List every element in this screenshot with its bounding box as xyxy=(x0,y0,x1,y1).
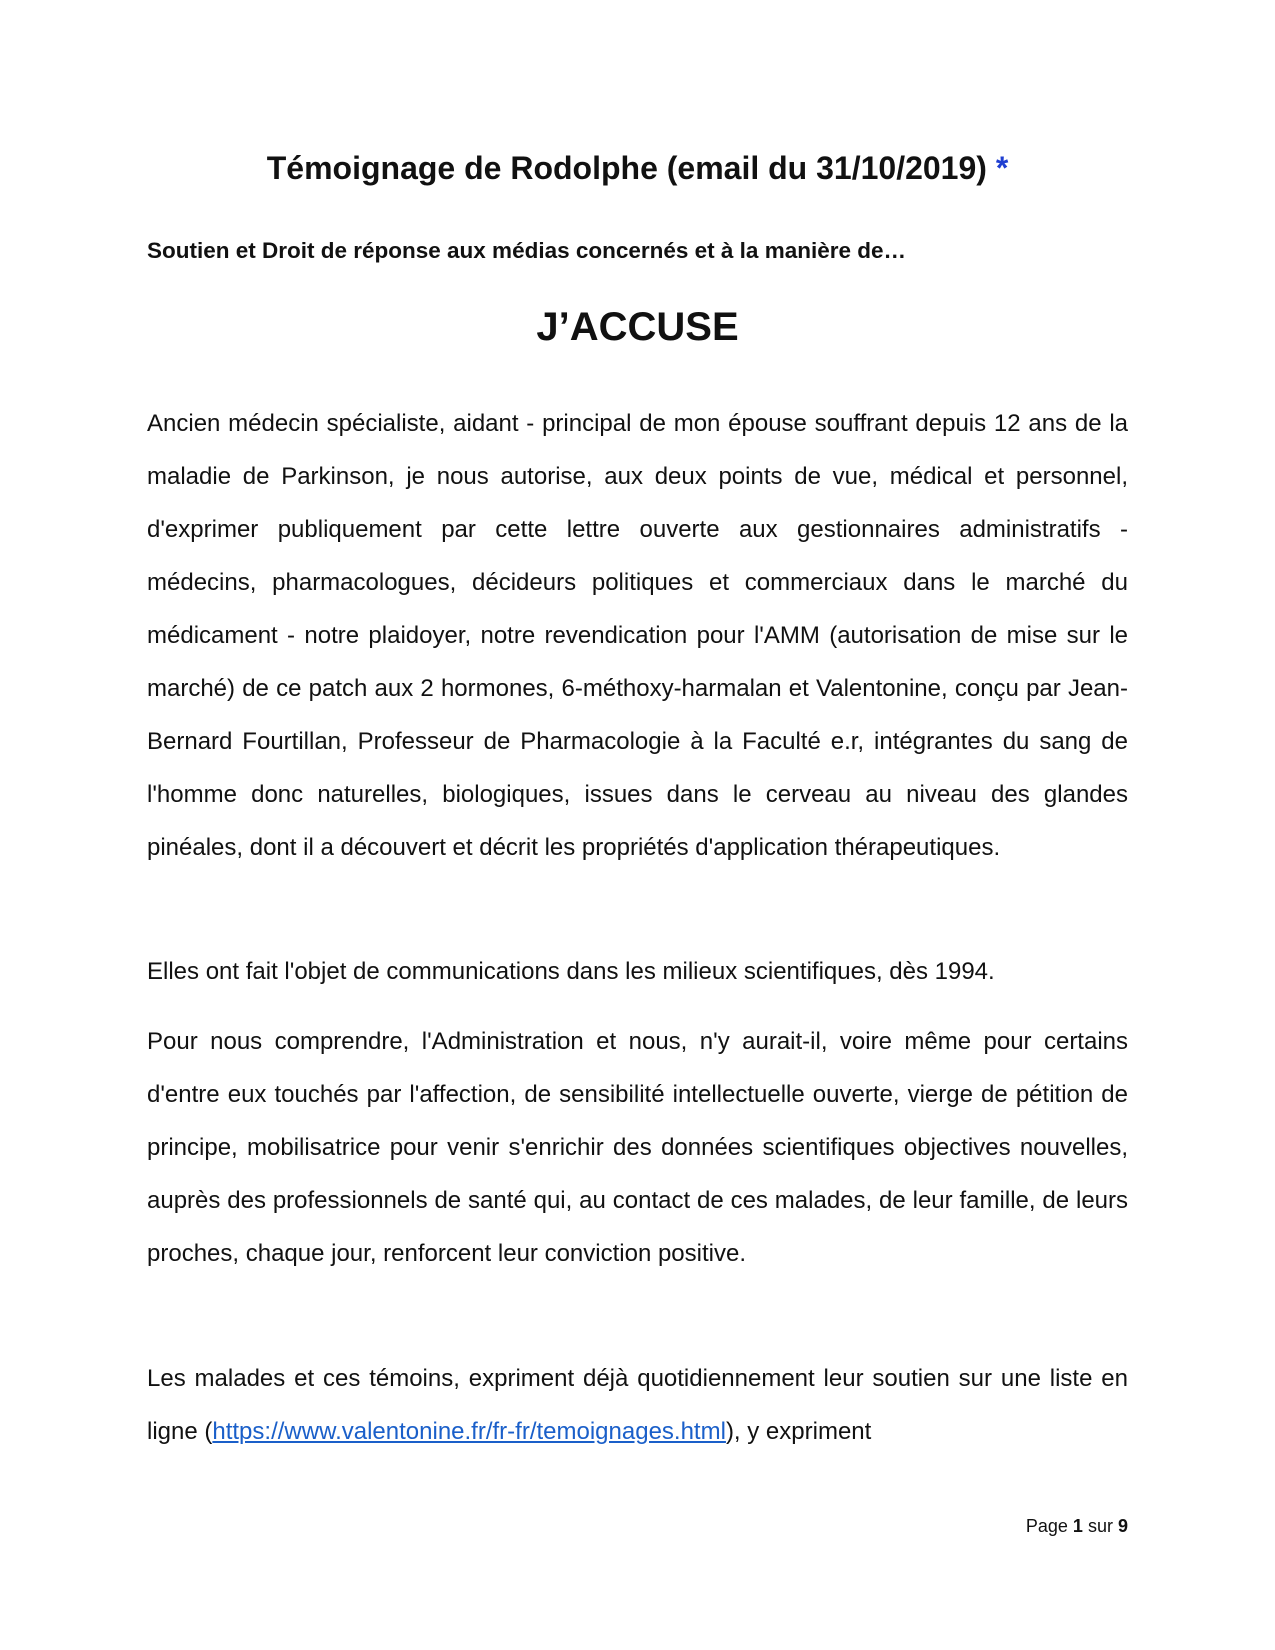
title-text: Témoignage de Rodolphe (email du 31/10/2019) xyxy=(266,150,987,186)
paragraph-testimonials xyxy=(147,1352,1128,1458)
paragraph-administration: Pour nous comprendre, l'Administration et nous, n'y aurait-il, voire même pour certains d'entre eux touchés par l'affection, de sensibilité intellectuelle ouverte, vierge de pétition de principe, mobilisatrice pour venir s'enrichir des données scientifiques objectives nouvelles, auprès des professionnels de santé qui, au contact de ces malades, de leur famille, de leurs proches, chaque jour, renforcent leur conviction positive. xyxy=(147,1028,1128,1267)
page-footer xyxy=(1026,1514,1128,1538)
footer-total-pages: 9 xyxy=(1117,1516,1128,1536)
testimonials-text-after: ), y expriment xyxy=(725,1418,872,1445)
document-title xyxy=(0,148,1275,188)
document-heading: J’ACCUSE xyxy=(536,305,739,349)
paragraph-intro: Ancien médecin spécialiste, aidant - principal de mon épouse souffrant depuis 12 ans de la maladie de Parkinson, je nous autorise, aux deux points de vue, médical et personnel, d'exprimer publiquement par cette lettre ouverte aux gestionnaires administratifs - médecins, pharmacologues, décideurs politiques et commerciaux dans le marché du médicament - notre plaidoyer, notre revendication pour l'AMM (autorisation de mise sur le marché) de ce patch aux 2 hormones, 6-méthoxy-harmalan et Valentonine, conçu par Jean-Bernard Fourtillan, Professeur de Pharmacologie à la Faculté e.r, intégrantes du sang de l'homme donc naturelles, biologiques, issues dans le cerveau au niveau des glandes pinéales, dont il a découvert et décrit les propriétés d'application thérapeutiques. xyxy=(147,410,1128,861)
paragraph-communications: Elles ont fait l'objet de communications dans les milieux scientifiques, dès 1994. xyxy=(147,958,995,985)
document-subtitle: Soutien et Droit de réponse aux médias concernés et à la manière de… xyxy=(147,238,907,263)
footer-of-label: sur xyxy=(1087,1516,1113,1536)
title-asterisk: * xyxy=(995,150,1009,186)
footer-page-label: Page xyxy=(1025,1516,1068,1536)
footer-page-number: 1 xyxy=(1072,1516,1083,1536)
testimonials-link[interactable]: https://www.valentonine.fr/fr-fr/temoignages.html xyxy=(212,1418,726,1445)
testimonials-text-before: Les malades et ces témoins, expriment déjà quotidiennement leur soutien sur une liste en ligne ( xyxy=(147,1365,1128,1445)
